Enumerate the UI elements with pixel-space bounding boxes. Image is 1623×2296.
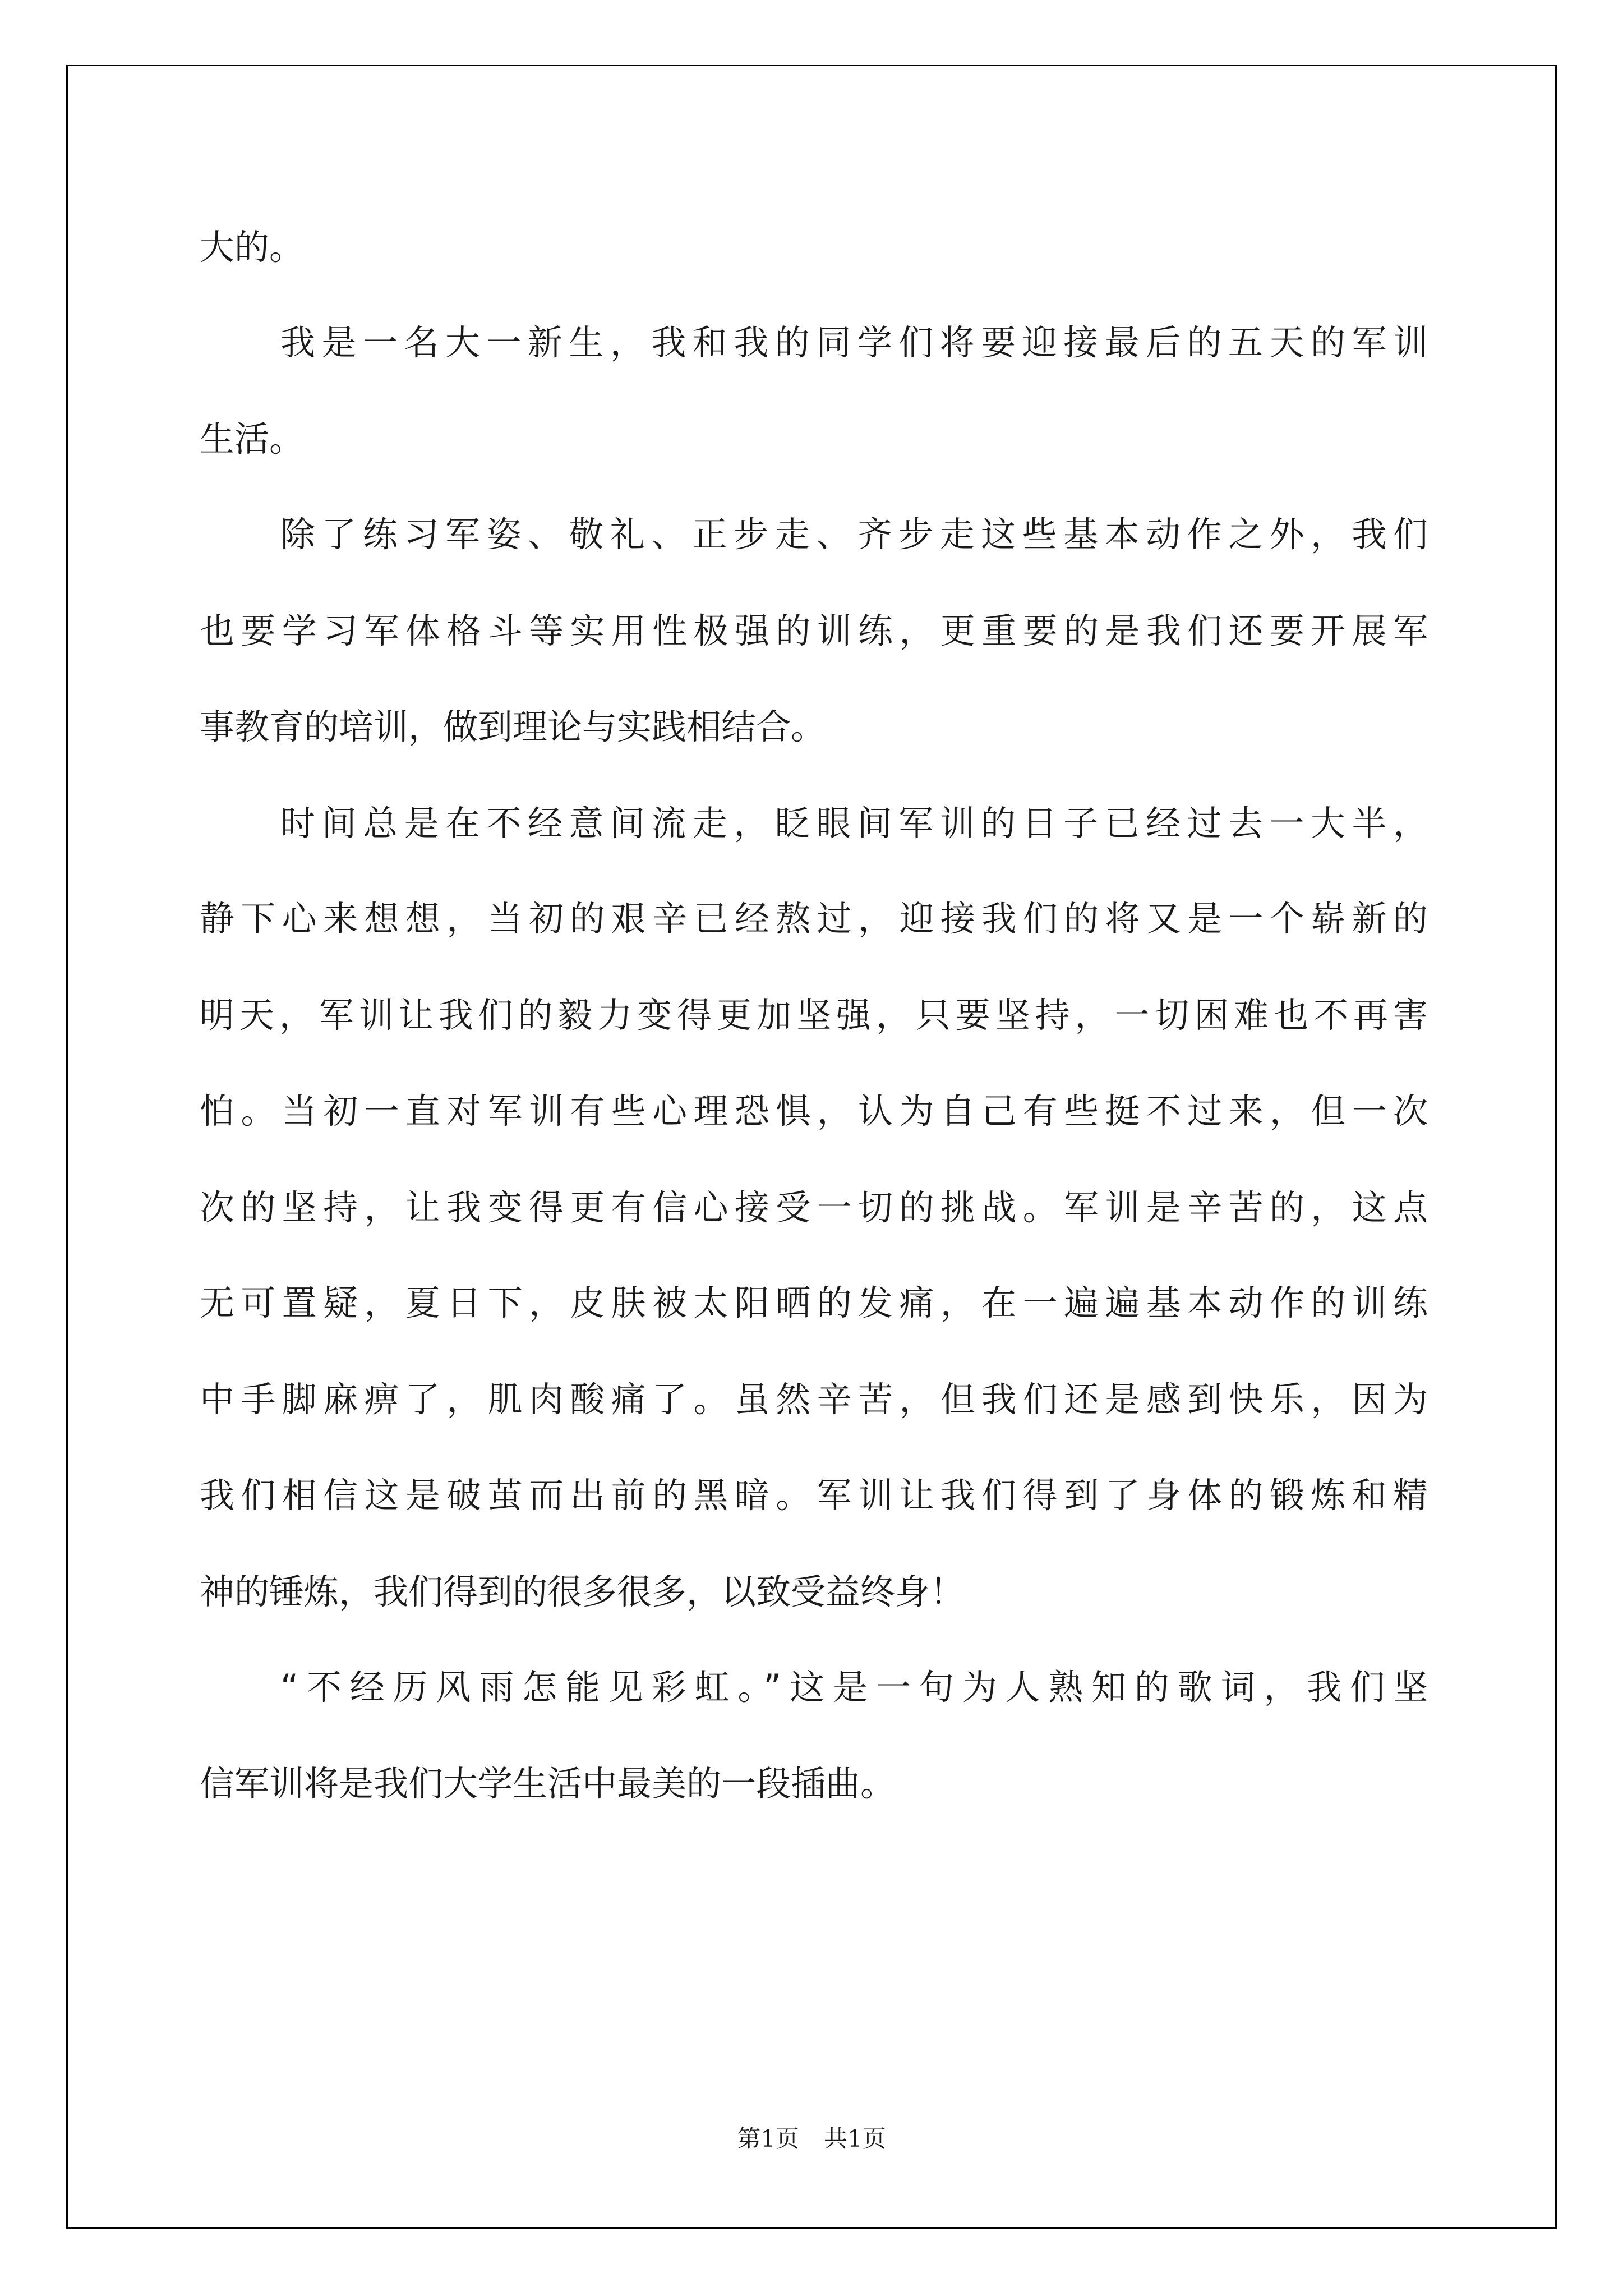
text-line: 大的。 — [200, 227, 305, 268]
text-line: 时间总是在不经意间流走，眨眼间军训的日子已经过去一大半， — [280, 803, 1428, 844]
text-line: 我是一名大一新生，我和我的同学们将要迎接最后的五天的军训 — [280, 322, 1428, 363]
text-line: 神的锤炼，我们得到的很多很多，以致受益终身！ — [200, 1571, 965, 1612]
text-line: 明天，军训让我们的毅力变得更加坚强，只要坚持，一切困难也不再害 — [200, 995, 1428, 1036]
page-border — [66, 65, 1557, 2229]
text-line: 怕。当初一直对军训有些心理恐惧，认为自己有些挺不过来，但一次 — [200, 1091, 1428, 1131]
text-line: 生活。 — [200, 418, 305, 459]
text-line: 信军训将是我们大学生活中最美的一段插曲。 — [200, 1763, 896, 1804]
text-line: 无可置疑，夏日下，皮肤被太阳晒的发痛，在一遍遍基本动作的训练 — [200, 1282, 1428, 1323]
page-number: 第1页 — [737, 2125, 799, 2152]
page-footer — [0, 2120, 1623, 2154]
text-line: 也要学习军体格斗等实用性极强的训练，更重要的是我们还要开展军 — [200, 610, 1428, 651]
page-total: 共1页 — [824, 2125, 886, 2152]
text-line: 次的坚持，让我变得更有信心接受一切的挑战。军训是辛苦的，这点 — [200, 1187, 1428, 1228]
text-line: 事教育的培训，做到理论与实践相结合。 — [200, 706, 826, 747]
text-line: 除了练习军姿、敬礼、正步走、齐步走这些基本动作之外，我们 — [280, 514, 1428, 555]
text-line: “不经历风雨怎能见彩虹。”这是一句为人熟知的歌词，我们坚 — [280, 1667, 1428, 1708]
text-line: 我们相信这是破茧而出前的黑暗。军训让我们得到了身体的锻炼和精 — [200, 1475, 1428, 1516]
text-line: 静下心来想想，当初的艰辛已经熬过，迎接我们的将又是一个崭新的 — [200, 898, 1428, 939]
text-line: 中手脚麻痹了，肌肉酸痛了。虽然辛苦，但我们还是感到快乐，因为 — [200, 1379, 1428, 1420]
